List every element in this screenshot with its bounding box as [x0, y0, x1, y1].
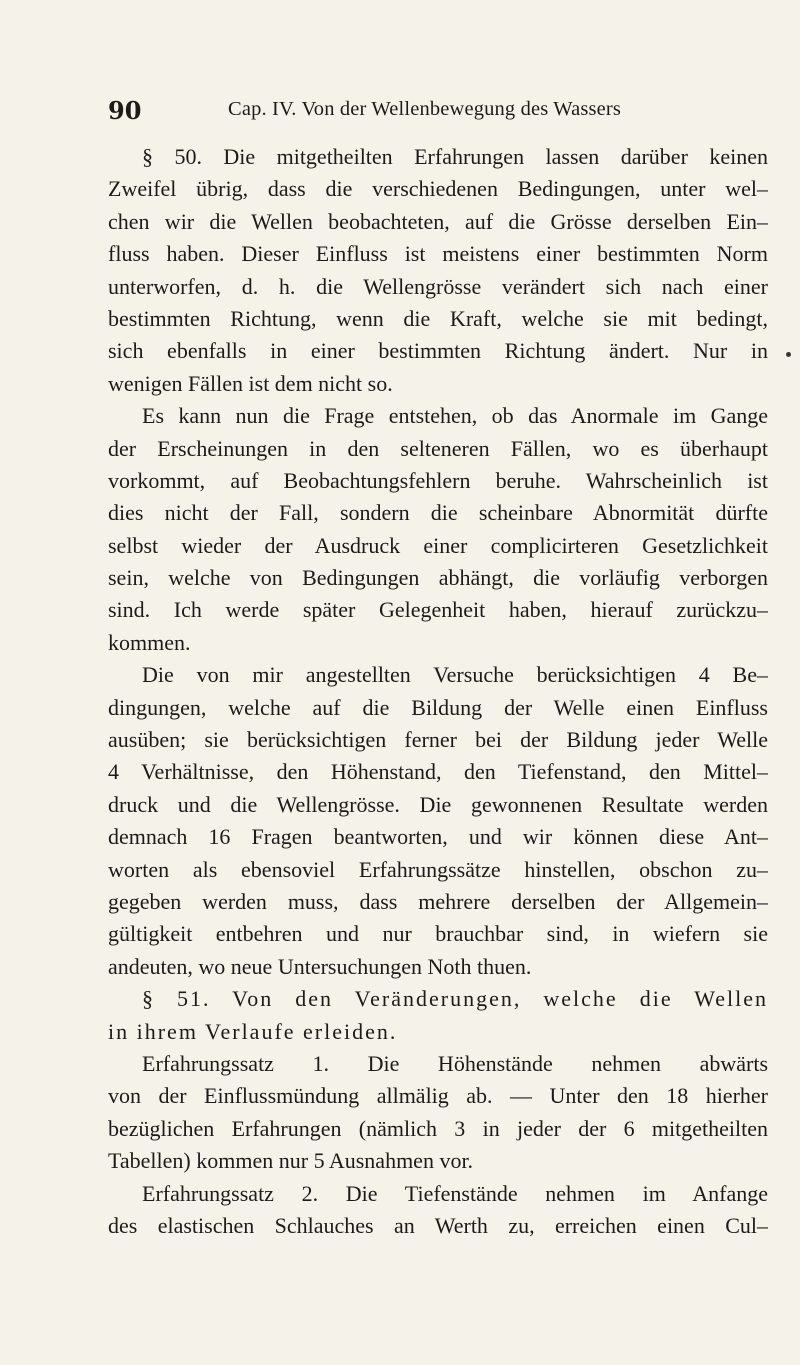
- page-number: 90: [108, 96, 142, 125]
- text-line: bestimmten Richtung, wenn die Kraft, welche sie mit bedingt,: [108, 305, 768, 331]
- text-line: von der Einflussmündung allmälig ab. — Unter den 18 hierher: [108, 1083, 768, 1109]
- text-line: fluss haben. Dieser Einfluss ist meistens einer bestimmten Norm: [108, 241, 768, 267]
- text-line: demnach 16 Fragen beantworten, und wir können diese Ant–: [108, 824, 768, 850]
- page-header: [108, 96, 688, 136]
- text-line: worten als ebensoviel Erfahrungssätze hinstellen, obschon zu–: [108, 856, 768, 882]
- section-heading: in ihrem Verlaufe erleiden.: [108, 1018, 398, 1044]
- text-line: selbst wieder der Ausdruck einer complicirteren Gesetzlichkeit: [108, 532, 768, 558]
- section-heading: § 51. Von den Veränderungen, welche die Wellen: [142, 986, 768, 1012]
- text-line: des elastischen Schlauches an Werth zu, erreichen einen Cul–: [108, 1212, 768, 1238]
- text-line: Erfahrungssatz 1. Die Höhenstände nehmen abwärts: [142, 1050, 768, 1076]
- text-line: unterworfen, d. h. die Wellengrösse verändert sich nach einer: [108, 273, 768, 299]
- running-head: Cap. IV. Von der Wellenbewegung des Wassers: [228, 98, 621, 120]
- text-line: Die von mir angestellten Versuche berücksichtigen 4 Be–: [142, 662, 768, 688]
- text-line: druck und die Wellengrösse. Die gewonnenen Resultate werden: [108, 791, 768, 817]
- text-line: sein, welche von Bedingungen abhängt, die vorläufig verborgen: [108, 565, 768, 591]
- text-line: § 50. Die mitgetheilten Erfahrungen lassen darüber keinen: [142, 144, 768, 169]
- text-line: kommen.: [108, 629, 191, 655]
- text-line: der Erscheinungen in den selteneren Fällen, wo es überhaupt: [108, 435, 768, 461]
- text-line: gültigkeit entbehren und nur brauchbar sind, in wiefern sie: [108, 921, 768, 947]
- text-line: Erfahrungssatz 2. Die Tiefenstände nehmen im Anfange: [142, 1180, 768, 1206]
- text-line: 4 Verhältnisse, den Höhenstand, den Tiefenstand, den Mittel–: [108, 759, 768, 785]
- text-line: Tabellen) kommen nur 5 Ausnahmen vor.: [108, 1148, 474, 1174]
- margin-mark: [786, 352, 791, 357]
- text-line: andeuten, wo neue Untersuchungen Noth thuen.: [108, 953, 532, 979]
- body-text: [108, 141, 768, 1242]
- text-line: dies nicht der Fall, sondern die scheinbare Abnormität dürfte: [108, 500, 768, 526]
- text-line: Es kann nun die Frage entstehen, ob das Anormale im Gange: [142, 403, 768, 429]
- text-line: bezüglichen Erfahrungen (nämlich 3 in jeder der 6 mitgetheilten: [108, 1115, 768, 1141]
- text-line: Zweifel übrig, dass die verschiedenen Bedingungen, unter wel–: [108, 176, 768, 202]
- text-line: chen wir die Wellen beobachteten, auf die Grösse derselben Ein–: [108, 208, 768, 234]
- text-line: wenigen Fällen ist dem nicht so.: [108, 370, 393, 396]
- text-line: sind. Ich werde später Gelegenheit haben, hierauf zurückzu–: [108, 597, 768, 623]
- text-line: vorkommt, auf Beobachtungsfehlern beruhe. Wahrscheinlich ist: [108, 467, 768, 493]
- text-line: sich ebenfalls in einer bestimmten Richtung ändert. Nur in: [108, 338, 768, 364]
- text-line: gegeben werden muss, dass mehrere derselben der Allgemein–: [108, 888, 768, 914]
- text-line: dingungen, welche auf die Bildung der Welle einen Einfluss: [108, 694, 768, 720]
- text-line: ausüben; sie berücksichtigen ferner bei der Bildung jeder Welle: [108, 727, 768, 753]
